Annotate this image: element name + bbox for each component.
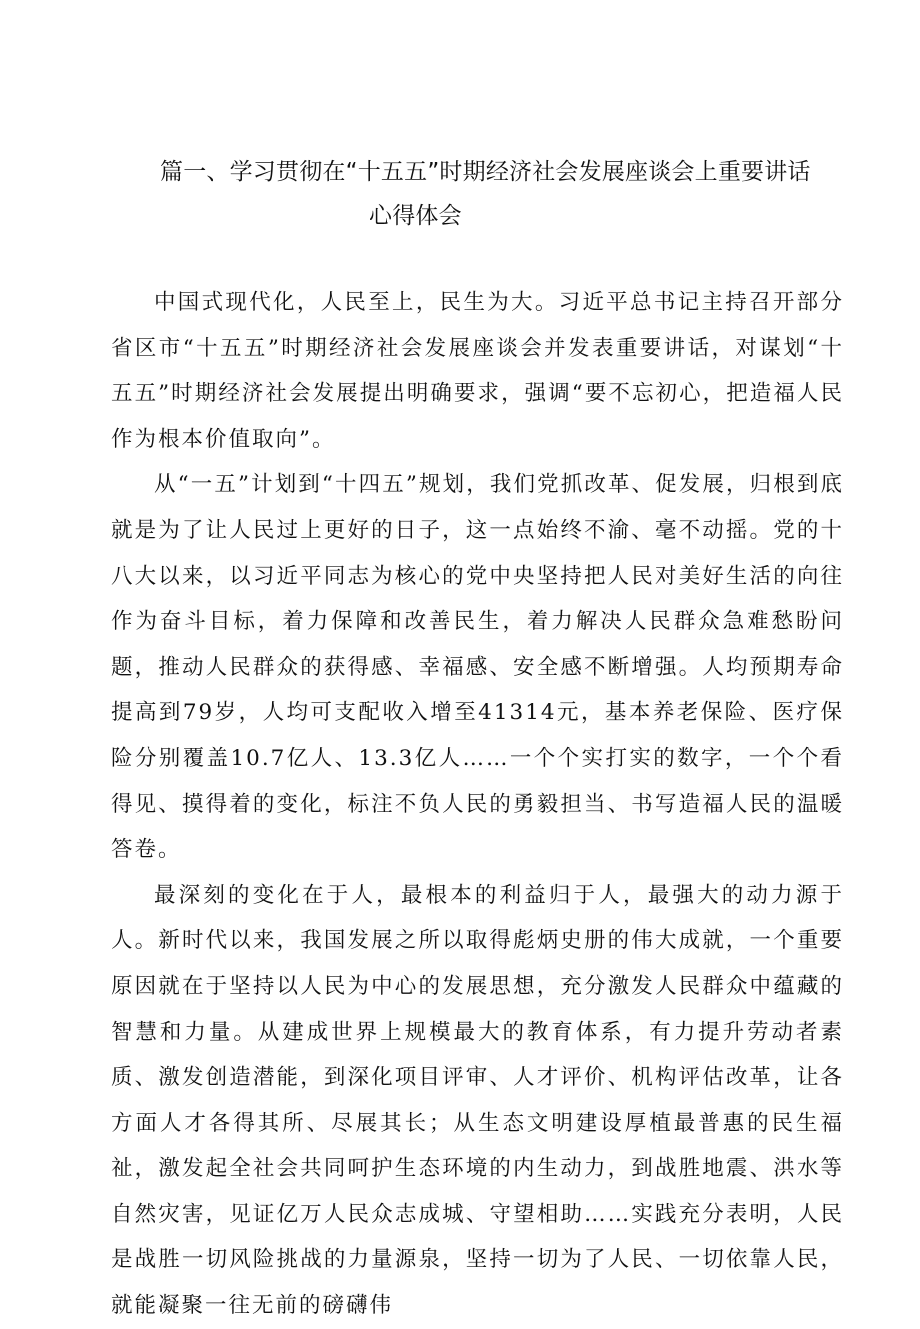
- document-title: [160, 150, 860, 238]
- title-line-2: 心得体会: [369, 203, 462, 229]
- paragraph-2: 从“一五”计划到“十四五”规划，我们党抓改革、促发展，归根到底就是为了让人民过上更好的日子，这一点始终不渝、毫不动摇。党的十八大以来，以习近平同志为核心的党中央坚持把人民对美好生活的向往作为奋斗目标，着力保障和改善民生，着力解决人民群众急难愁盼问题，推动人民群众的获得感、幸福感、安全感不断增强。人均预期寿命提高到79岁，人均可支配收入增至41314元，基本养老保险、医疗保险分别覆盖10.7亿人、13.3亿人……一个个实打实的数字，一个个看得见、摸得着的变化，标注不负人民的勇毅担当、书写造福人民的温暖答卷。: [111, 472, 844, 863]
- title-line-1: 篇一、学习贯彻在“十五五”时期经济社会发展座谈会上重要讲话: [160, 159, 811, 185]
- paragraph-1: 中国式现代化，人民至上，民生为大。习近平总书记主持召开部分省区市“十五五”时期经济社会发展座谈会并发表重要讲话，对谋划“十五五”时期经济社会发展提出明确要求，强调“要不忘初心，把造福人民作为根本价值取向”。: [111, 290, 844, 452]
- paragraph-3: 最深刻的变化在于人，最根本的利益归于人，最强大的动力源于人。新时代以来，我国发展之所以取得彪炳史册的伟大成就，一个重要原因就在于坚持以人民为中心的发展思想，充分激发人民群众中蕴藏的智慧和力量。从建成世界上规模最大的教育体系，有力提升劳动者素质、激发创造潜能，到深化项目评审、人才评价、机构评估改革，让各方面人才各得其所、尽展其长；从生态文明建设厚植最普惠的民生福祉，激发起全社会共同呵护生态环境的内生动力，到战胜地震、洪水等自然灾害，见证亿万人民众志成城、守望相助……实践充分表明，人民是战胜一切风险挑战的力量源泉，坚持一切为了人民、一切依靠人民，就能凝聚一往无前的磅礴伟: [111, 882, 844, 1319]
- document-body: [111, 280, 844, 1329]
